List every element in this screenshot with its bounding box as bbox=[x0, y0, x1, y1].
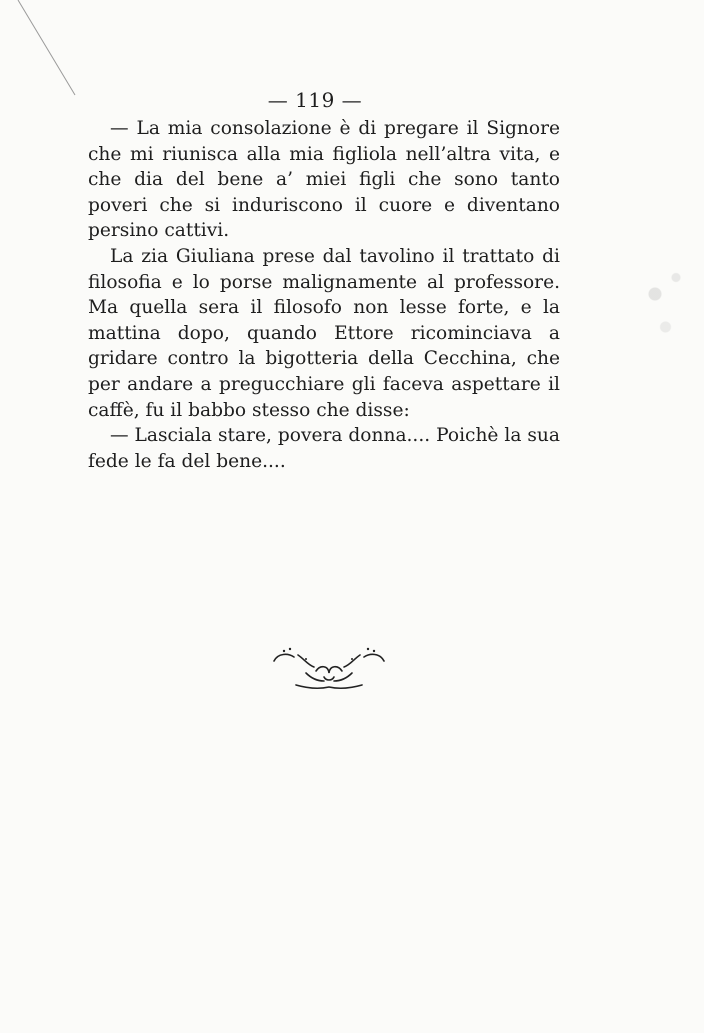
paragraph: — Lasciala stare, povera donna.... Poichè la sua fede le fa del bene.... bbox=[88, 425, 560, 472]
decorative-ornament-icon bbox=[270, 645, 388, 693]
paragraph: La zia Giuliana prese dal tavolino il trattato di filosofia e lo porse malignamente al professore. Ma quella sera il filosofo non lesse forte, e la mattina dopo, quando Ettore ricominciava a gridare contro la bigotteria della Cecchina, che per andare a pregucchiare gli faceva aspettare il caffè, fu il babbo stesso che disse: bbox=[88, 245, 560, 421]
page-number: — 119 — bbox=[267, 88, 363, 112]
paragraph: — La mia consolazione è di pregare il Signore che mi riunisca alla mia figliola nell’altra vita, e che dia del bene a’ miei figli che sono tanto poveri che si induriscono il cuore e diventano persino cattivi. bbox=[88, 118, 560, 242]
body-text bbox=[88, 116, 560, 474]
paper-stain bbox=[634, 250, 704, 360]
